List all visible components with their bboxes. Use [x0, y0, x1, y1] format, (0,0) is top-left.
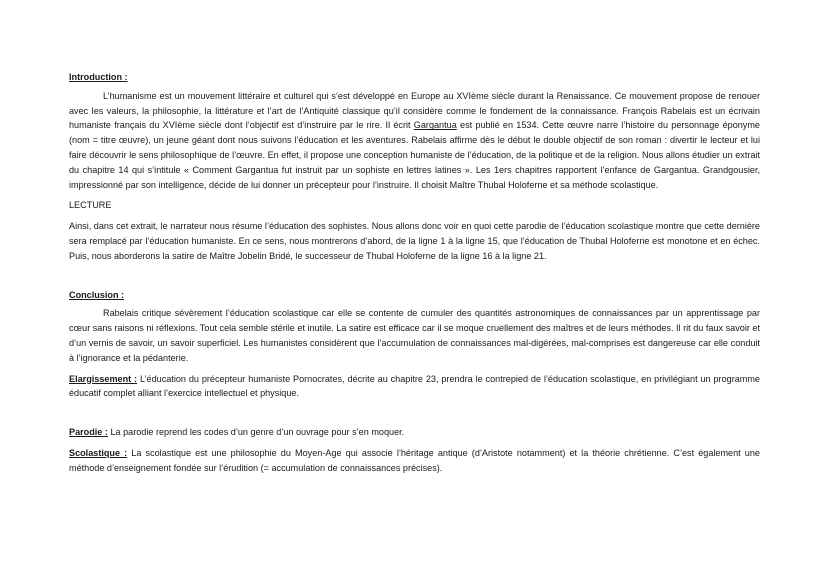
scolastique-label: Scolastique :: [69, 447, 128, 458]
work-title-gargantua: Gargantua: [413, 120, 457, 131]
parodie-text: La parodie reprend les codes d’un genre d’un ouvrage pour s’en moquer.: [107, 427, 405, 438]
scolastique-text: La scolastique est une philosophie du Moyen-Age qui associe l’héritage antique (d’Aristote notamment) et la théorie chrétienne. C’est également une méthode d’enseignement fondée sur l’érudition (= accumulation de connaissances précises).: [69, 447, 760, 473]
parodie-label: Parodie :: [69, 427, 108, 438]
scolastique-definition: [69, 446, 760, 476]
lecture-label: LECTURE: [69, 200, 112, 211]
conclusion-paragraph: Rabelais critique sévèrement l’éducation scolastique car elle se contente de cumuler des quantités astronomiques de connaissances par un apprentissage par cœur sans raisons ni réflexions. Tout cela semble stérile et inutile. La satire est efficace car il se moque cruellement des maîtres et de leurs méthodes. Il rit du faux savoir et d’un vernis de savoir, un savoir superficiel. Les humanistes considèrent que l’accumulation de connaissances mal-digérées, mal-comprises est dangereuse car elle conduit à l’ignorance et la pédanterie.: [69, 308, 760, 363]
elargissement-paragraph: [69, 372, 760, 402]
introduction-paragraph: [69, 89, 760, 193]
introduction-text-end: est publié en 1534. Cette œuvre narre l’histoire du personnage éponyme (nom = titre œuvre), un jeune géant dont nous suivons l’éducation et les aventures. Rabelais affirme dès le début le double objectif de son roman : divertir le lecteur et lui faire découvrir le sens philosophique de l’œuvre. En effet, il propose une conception humaniste de l’éducation, de la politique et de la religion. Nous allons étudier un extrait du chapitre 14 qui s’intitule « Comment Gargantua fut instruit par un sophiste en lettres latines ». Les 1ers chapitres rapportent l’enfance de Gargantua. Grandgousier, impressionné par son intelligence, décide de lui donner un précepteur pour l’instruire. Il choisit Maître Thubal Holoferne et sa méthode scolastique.: [69, 120, 760, 190]
parodie-definition: [69, 425, 760, 440]
introduction-heading: Introduction :: [69, 72, 128, 82]
elargissement-label: Elargissement :: [69, 373, 138, 384]
elargissement-text: L’éducation du précepteur humaniste Pornocrates, décrite au chapitre 23, prendra le contrepied de l’éducation scolastique, en privilégiant un programme éducatif complet alliant l’exercice intellectuel et physique.: [69, 373, 760, 399]
plan-announcement: Ainsi, dans cet extrait, le narrateur nous résume l’éducation des sophistes. Nous allons donc voir en quoi cette parodie de l’éducation scolastique montre que cette dernière sera remplacé par l’éducation humaniste. En ce sens, nous montrerons d’abord, de la ligne 1 à la ligne 15, que l’éducation de Thubal Holoferne est monotone et en échec. Puis, nous aborderons la satire de Maître Jobelin Bridé, le successeur de Thubal Holoferne de la ligne 16 à la ligne 21.: [69, 221, 760, 261]
conclusion-heading: Conclusion :: [69, 289, 125, 300]
introduction-text-start: L’humanisme est un mouvement littéraire et culturel qui s’est développé en Europe au XVIème siècle durant la Renaissance. Ce mouvement propose de renouer avec les valeurs, la philosophie, la littérature et l’art de l’Antiquité classique qu’il considère comme le fondement de la connaissance. François Rabelais est un écrivain humaniste français du XVIème siècle dont l’objectif est d’instruire par le rire. Il écrit: [69, 90, 760, 131]
